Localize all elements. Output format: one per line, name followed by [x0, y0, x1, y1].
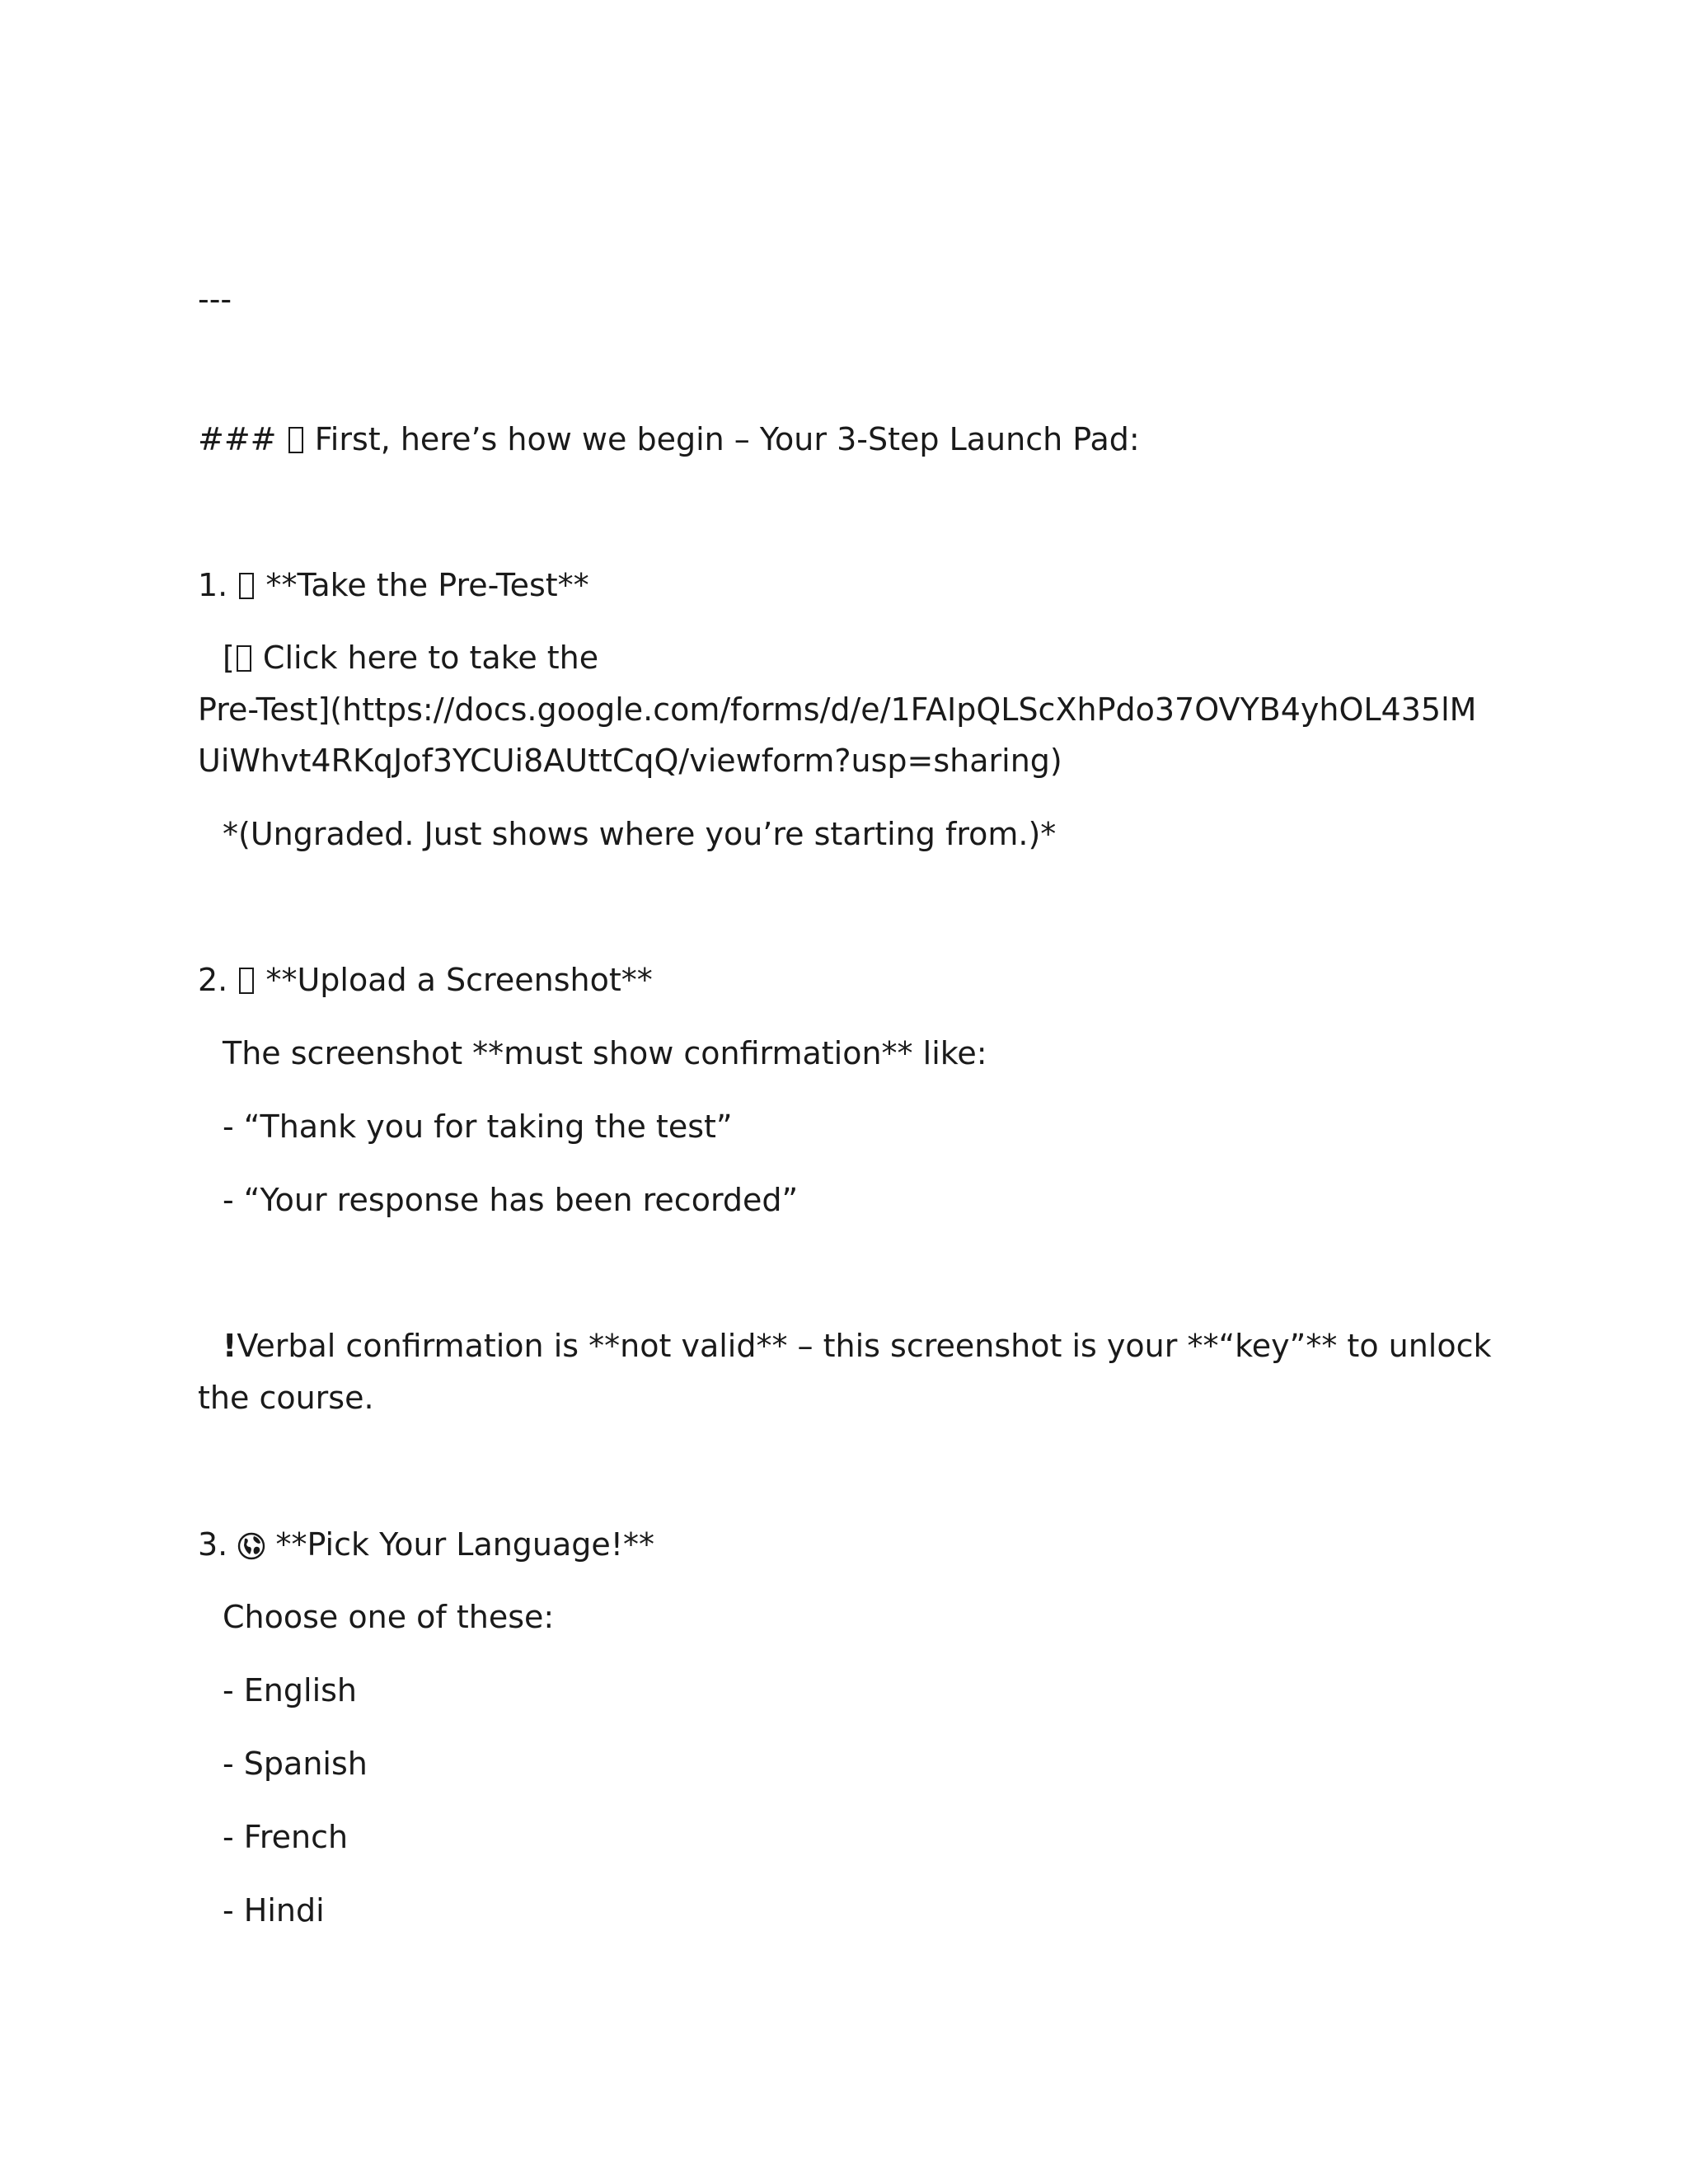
step1-title-text: **Take the Pre-Test** — [265, 567, 589, 603]
globe-icon — [237, 1532, 265, 1560]
step2-title — [198, 954, 1484, 1005]
step2-example — [223, 1101, 1508, 1152]
step1-link-line1 — [223, 632, 1508, 683]
heading-text: First, here’s how we begin – Your 3-Step Launch Pad: — [314, 421, 1140, 457]
step3-title-text: **Pick Your Language!** — [275, 1526, 655, 1563]
language-item-text: - Hindi — [223, 1892, 325, 1929]
exclamation-icon: ! — [223, 1328, 237, 1364]
section-heading — [198, 414, 1484, 465]
step2-example-text: - “Thank you for taking the test” — [223, 1108, 733, 1145]
missing-glyph-icon — [237, 645, 251, 672]
language-item — [223, 1665, 1508, 1716]
language-item — [223, 1811, 1508, 1863]
language-item — [223, 1885, 1508, 1936]
step1-note-text: *(Ungraded. Just shows where you’re starting from.)* — [223, 816, 1057, 852]
step1-title — [198, 560, 1484, 611]
missing-glyph-icon — [288, 427, 303, 453]
step1-number: 1. — [198, 567, 228, 603]
pretest-link-text[interactable]: Click here to take the — [262, 640, 599, 676]
pretest-link-url[interactable]: Pre-Test](https://docs.google.com/forms/d/e/1FAIpQLScXhPdo37OVYB4yhOL435lMUiWhvt4RKqJof3YCUi8AUttCqQ/viewform?usp=sharing) — [198, 691, 1477, 779]
separator — [198, 274, 1484, 325]
step2-intro — [223, 1028, 1508, 1079]
step2-number: 2. — [198, 962, 228, 998]
step1-note — [223, 808, 1508, 860]
missing-glyph-icon — [239, 573, 254, 599]
step2-title-text: **Upload a Screenshot** — [265, 962, 653, 998]
missing-glyph-icon — [239, 968, 254, 994]
step3-title — [198, 1519, 1484, 1570]
separator-text: --- — [198, 281, 232, 317]
step2-warning-continued — [198, 1372, 1484, 1423]
step2-intro-text: The screenshot **must show confirmation** like: — [223, 1035, 987, 1071]
warning-text-continued: the course. — [198, 1380, 374, 1416]
step3-intro-text: Choose one of these: — [223, 1599, 555, 1635]
language-item-text: - French — [223, 1819, 349, 1855]
link-bracket: [ — [223, 640, 235, 676]
step2-warning — [223, 1320, 1508, 1371]
language-item — [223, 1738, 1508, 1789]
step1-link-url[interactable] — [198, 684, 1484, 786]
warning-text: Verbal confirmation is **not valid** – this screenshot is your **“key”** to unlock — [237, 1328, 1492, 1364]
step2-example — [223, 1174, 1508, 1226]
step2-example-text: - “Your response has been recorded” — [223, 1182, 799, 1218]
language-item-text: - Spanish — [223, 1746, 368, 1782]
step3-number: 3. — [198, 1526, 228, 1563]
language-item-text: - English — [223, 1672, 358, 1708]
heading-prefix: ### — [198, 421, 277, 457]
step3-intro — [223, 1591, 1508, 1643]
